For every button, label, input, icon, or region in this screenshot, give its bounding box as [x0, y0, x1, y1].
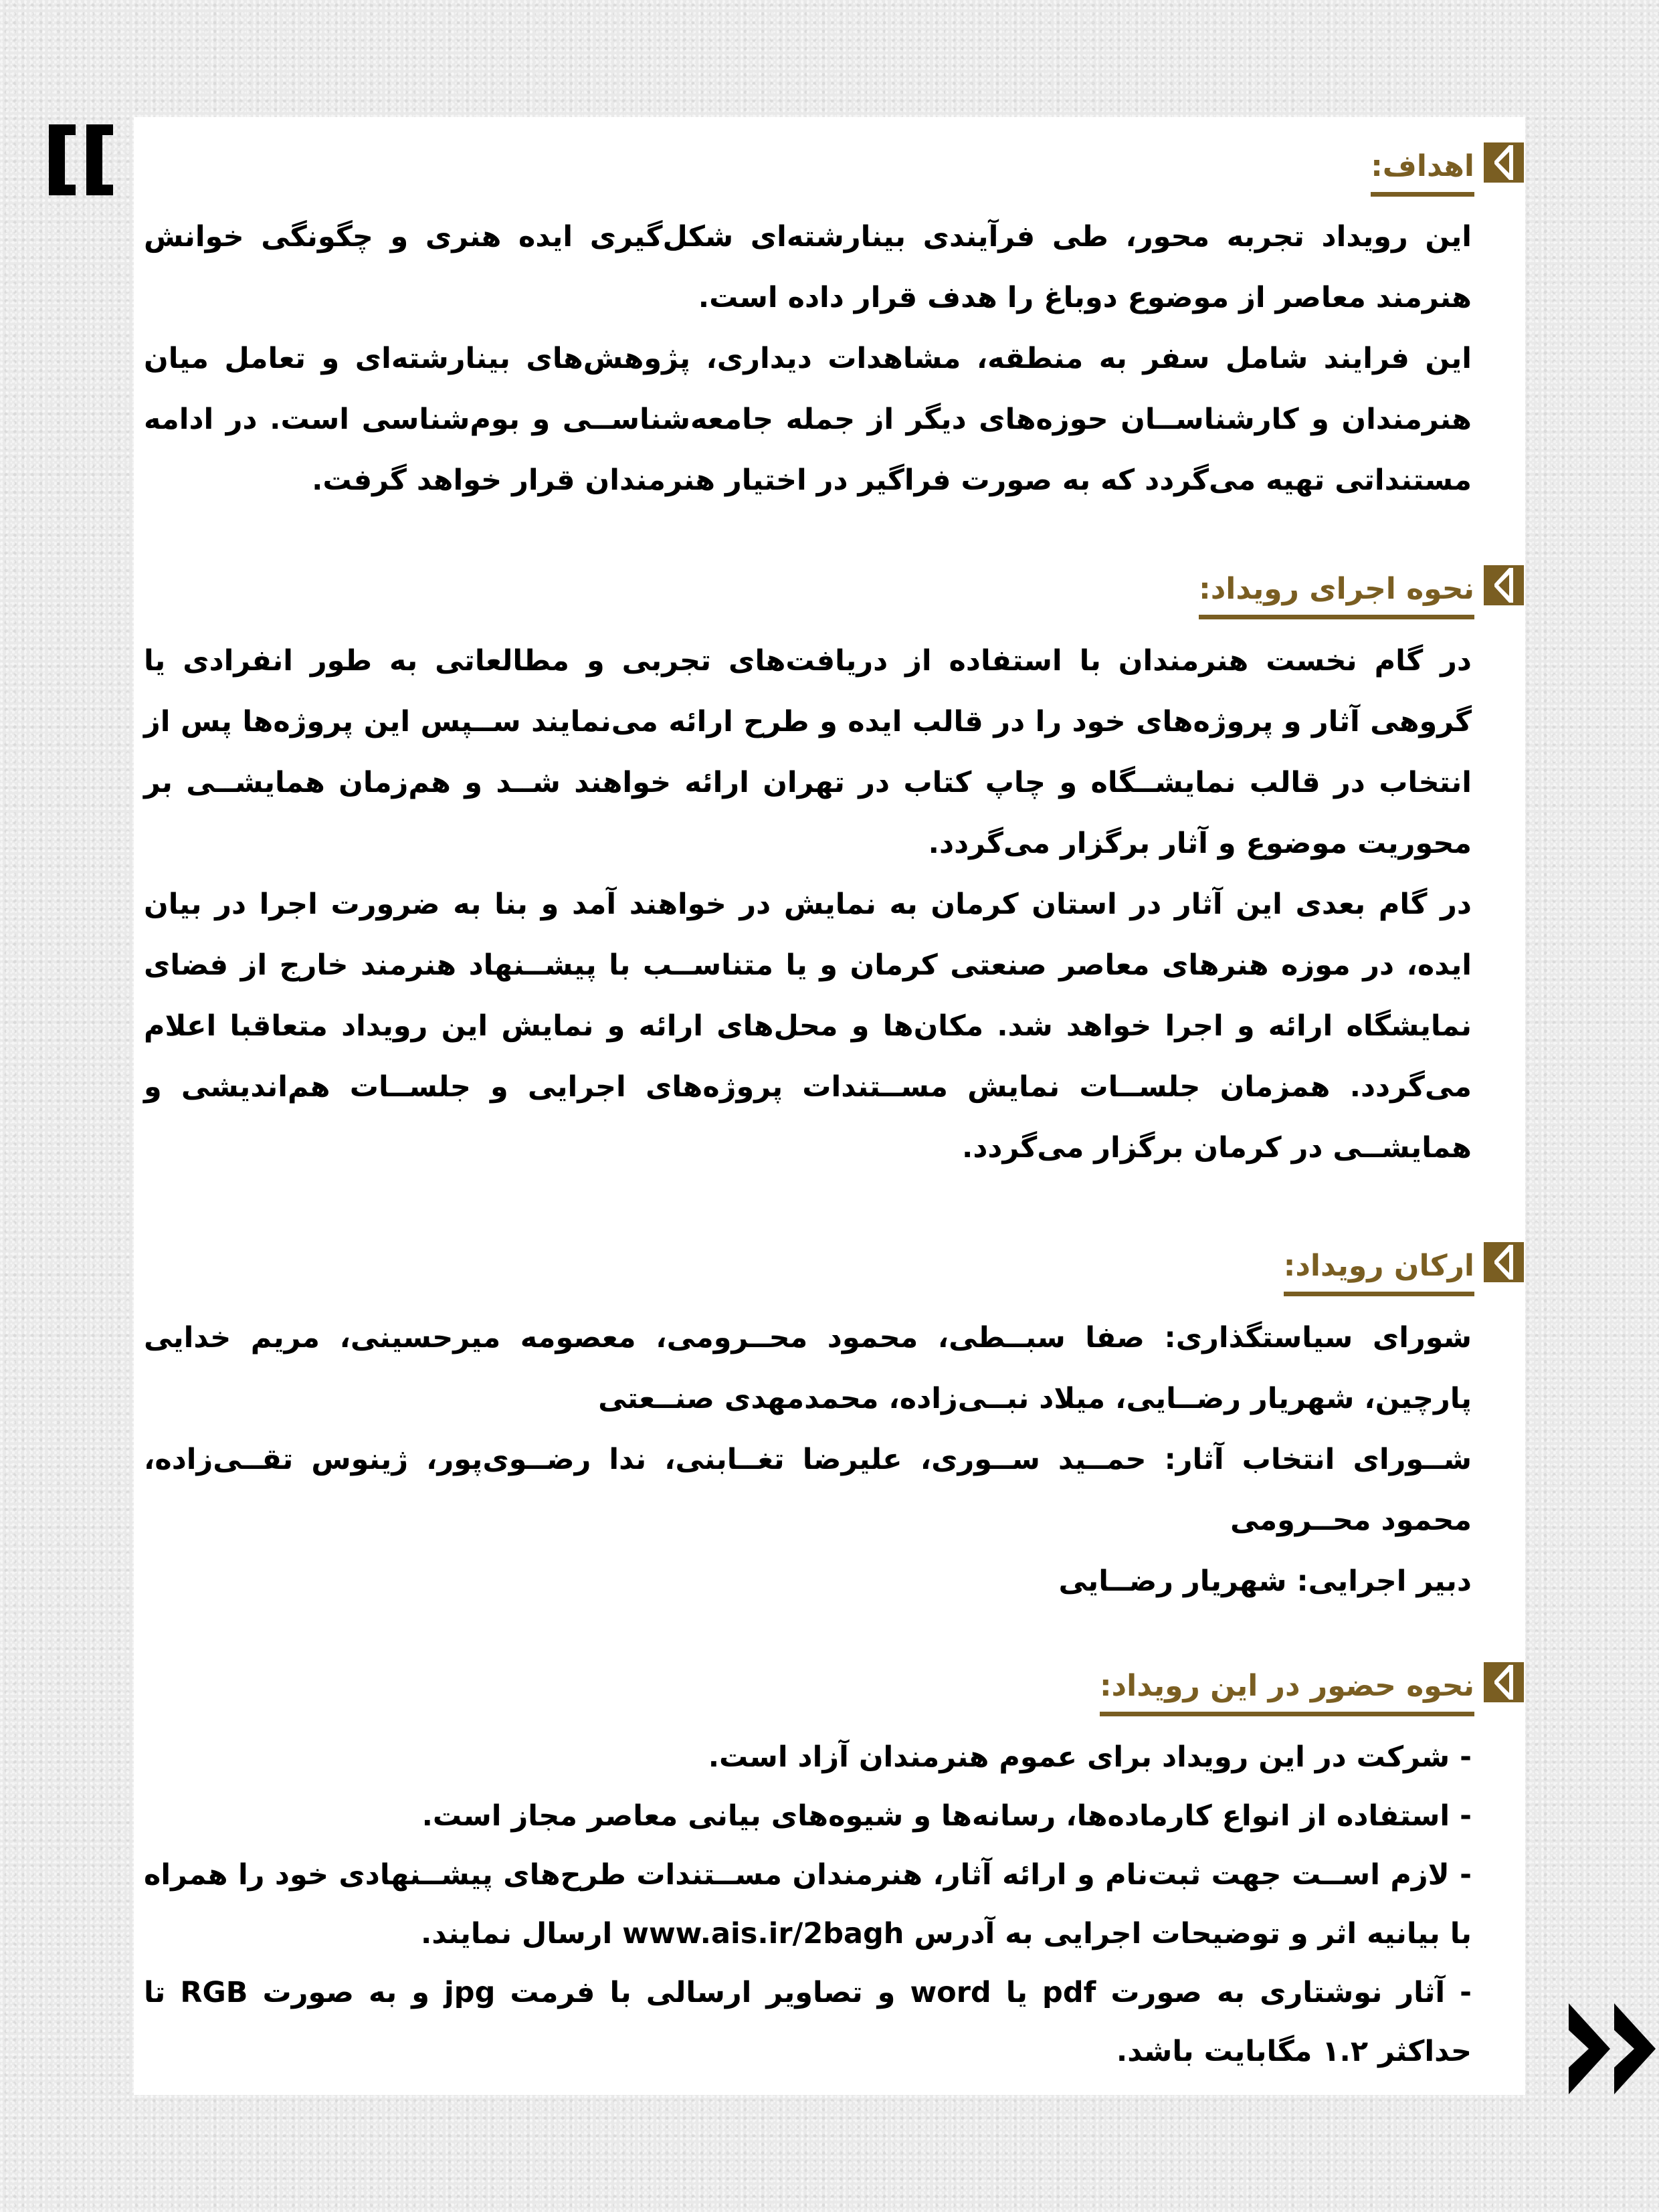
- chevron-left-square-icon: [1484, 1242, 1524, 1282]
- list-item: - لازم اســت جهت ثبت‌نام و ارائه آثار، هنرمندان مســتندات طرح‌های پیشــنهادی خود را همراه با بیانیه اثر و توضیحات اجرایی به آدرس www.ais.ir/2bagh ارسال نمایند.: [144, 1858, 1472, 1950]
- heading-text: اهداف:: [1371, 145, 1474, 197]
- paragraph: شورای سیاستگذاری: صفا سبــطی، محمود محــرومی، معصومه میرحسینی، مریم خدایی پارچین، شهریار رضــایی، میلاد نبــی‌زاده، محمدمهدی صنــعتی: [144, 1321, 1472, 1415]
- section-body: [144, 1728, 1472, 2081]
- paragraph: دبیر اجرایی: شهریار رضــایی: [1058, 1565, 1472, 1598]
- paragraph: این رویداد تجربه محور، طی فرآیندی بینارشته‌ای شکل‌گیری ایده هنری و چگونگی خوانش هنرمند معاصر از موضوع دوباغ را هدف قرار داده است.: [144, 220, 1472, 314]
- chevron-left-square-icon: [1484, 1662, 1524, 1702]
- section-heading: [1199, 564, 1524, 607]
- section-heading: [1371, 141, 1524, 184]
- section-body: [144, 207, 1472, 511]
- heading-text: ارکان رویداد:: [1284, 1245, 1474, 1296]
- content-panel: [134, 117, 1525, 2095]
- double-chevron-right-icon[interactable]: [1569, 2003, 1657, 2096]
- chevron-left-square-icon: [1484, 142, 1524, 183]
- section-heading: [1284, 1241, 1524, 1284]
- list-item: - آثار نوشتاری به صورت pdf یا word و تصاویر ارسالی با فرمت jpg و به صورت RGB تا حداکثر ۱.۲ مگابایت باشد.: [144, 1976, 1472, 2068]
- double-bracket-icon: [49, 124, 113, 195]
- paragraph: این فرایند شامل سفر به منطقه، مشاهدات دیداری، پژوهش‌های بینارشته‌ای و تعامل میان هنرمندان و کارشناســان حوزه‌های دیگر از جمله جامعه‌شناســی و بوم‌شناسی است. در ادامه مستنداتی تهیه می‌گردد که به صورت فراگیر در اختیار هنرمندان قرار خواهد گرفت.: [144, 342, 1472, 497]
- chevron-left-square-icon: [1484, 565, 1524, 605]
- section-body: [144, 631, 1472, 1179]
- section-body: [144, 1308, 1472, 1612]
- list-item: - استفاده از انواع کارماده‌ها، رسانه‌ها و شیوه‌های بیانی معاصر مجاز است.: [421, 1799, 1472, 1833]
- section-heading: [1100, 1661, 1524, 1704]
- paragraph: در گام بعدی این آثار در استان کرمان به نمایش در خواهند آمد و بنا به ضرورت اجرا در بیان ایده، در موزه هنرهای معاصر صنعتی کرمان و یا متناســب با پیشــنهاد هنرمند خارج از فضای نمایشگاه ارائه و اجرا خواهد شد. مکان‌ها و محل‌های ارائه و نمایش این رویداد متعاقبا اعلام می‌گردد. همزمان جلســات نمایش مســتندات پروژه‌های اجرایی و جلســات هم‌اندیشی و همایشــی در کرمان برگزار می‌گردد.: [144, 888, 1472, 1165]
- list-item: - شرکت در این رویداد برای عموم هنرمندان آزاد است.: [708, 1740, 1472, 1774]
- heading-text: نحوه اجرای رویداد:: [1199, 568, 1474, 619]
- paragraph: در گام نخست هنرمندان با استفاده از دریافت‌های تجربی و مطالعاتی به طور انفرادی یا گروهی آثار و پروژه‌های خود را در قالب ایده و طرح ارائه می‌نمایند ســپس این پروژه‌ها پس از انتخاب در قالب نمایشــگاه و چاپ کتاب در تهران ارائه خواهند شــد و هم‌زمان همایشــی بر محوریت موضوع و آثار برگزار می‌گردد.: [144, 644, 1472, 860]
- heading-text: نحوه حضور در این رویداد:: [1100, 1665, 1474, 1716]
- paragraph: شــورای انتخاب آثار: حمــید ســوری، علیرضا تغــابنی، ندا رضــوی‌پور، ژینوس تقــی‌زاده، محمود محــرومی: [144, 1443, 1472, 1537]
